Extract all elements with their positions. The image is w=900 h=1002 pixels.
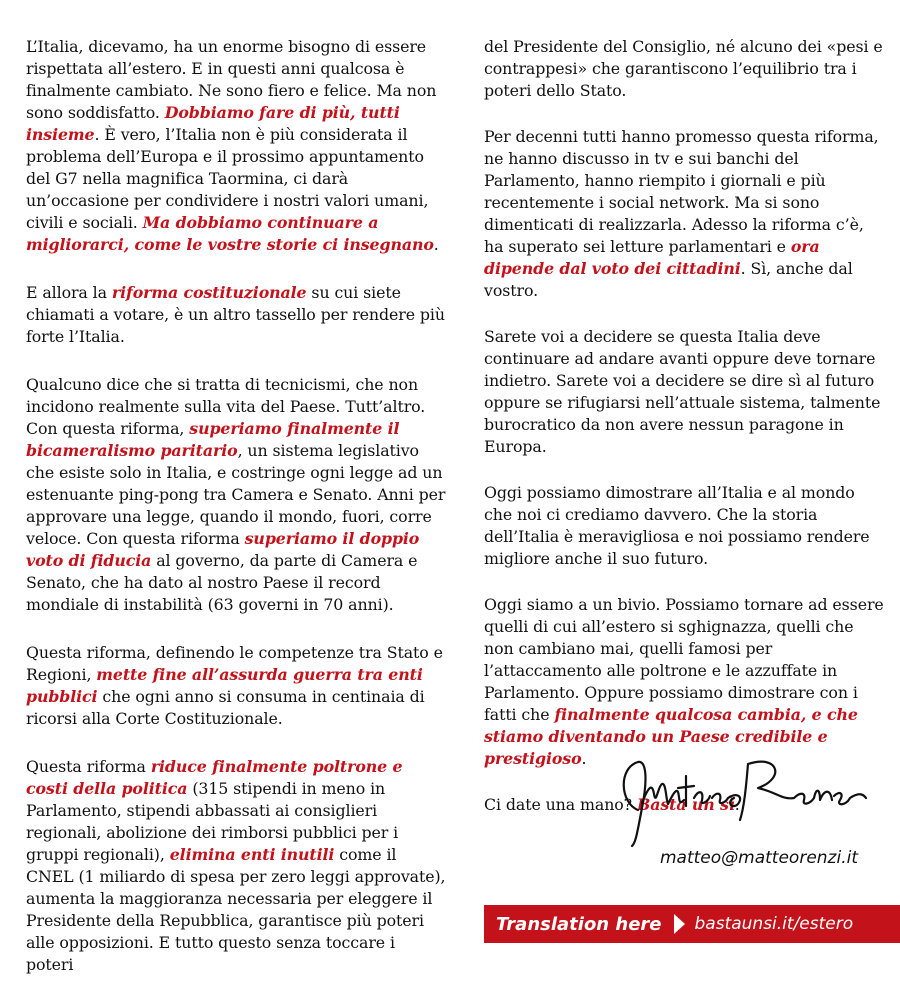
email-address[interactable]: matteo@matteorenzi.it — [660, 848, 858, 868]
highlighted-phrase: elimina enti inutili — [169, 845, 335, 864]
text-run: su cui siete chiamati a votare, è un altro tassello per rendere più forte l’Italia. — [26, 283, 445, 346]
translation-label: Translation here — [496, 913, 662, 935]
highlighted-phrase: finalmente qualcosa cambia, e che stiamo diventando un Paese credibile e prestigioso — [484, 705, 858, 768]
text-run: L’Italia, dicevamo, ha un enorme bisogno di essere rispettata all’estero. E in questi anni qualcosa è finalmente cambiato. Ne sono fiero e felice. Ma non sono soddisfatto. — [26, 37, 437, 122]
text-run: come il CNEL (1 miliardo di spesa per zero leggi approvate), aumenta la maggioranza necessaria per eleggere il Presidente della Repubblica, garantisce più poteri alle opposizioni. E tutto questo senza toccare i poteri — [26, 845, 446, 974]
highlighted-phrase: mette fine all’assurda guerra tra enti pubblici — [26, 665, 423, 706]
text-run: , un sistema legislativo che esiste solo in Italia, e costringe ogni legge ad un estenuante ping-pong tra Camera e Senato. Anni per approvare una legge, quando il mondo, fuori, corre veloce. Con questa riforma — [26, 441, 446, 548]
text-run: che ogni anno si consuma in centinaia di ricorsi alla Corte Costituzionale. — [26, 687, 425, 728]
text-run: del Presidente del Consiglio, né alcuno dei «pesi e contrappesi» che garantiscono l’equilibrio tra i poteri dello Stato. — [484, 37, 883, 100]
text-run: Questa riforma, definendo le competenze tra Stato e Regioni, — [26, 643, 443, 684]
paragraph — [484, 326, 884, 458]
highlighted-phrase: Basta un sì — [636, 795, 735, 814]
text-run: . — [433, 235, 439, 254]
right-column — [484, 36, 884, 840]
text-run: Sarete voi a decidere se questa Italia deve continuare ad andare avanti oppure deve tornare indietro. Sarete voi a decidere se dire sì al futuro oppure se rifugiarsi nell’attuale sistema, talmente burocratico da non avere nessun paragone in Europa. — [484, 327, 881, 456]
highlighted-phrase: superiamo finalmente il bicameralismo paritario — [26, 419, 400, 460]
paragraph — [484, 482, 884, 570]
text-run: Questa riforma — [26, 757, 151, 776]
translation-bar[interactable] — [484, 905, 900, 943]
paragraph — [484, 126, 884, 302]
left-column — [26, 36, 446, 1002]
text-run: . — [581, 749, 587, 768]
paragraph — [484, 594, 884, 770]
paragraph — [26, 36, 446, 256]
highlighted-phrase: Ma dobbiamo continuare a migliorarci, come le vostre storie ci insegnano — [26, 213, 434, 254]
text-run: Qualcuno dice che si tratta di tecnicismi, che non incidono realmente sulla vita del Paese. Tutt’altro. Con questa riforma, — [26, 375, 426, 438]
signature-icon — [608, 748, 888, 848]
text-run: Oggi siamo a un bivio. Possiamo tornare ad essere quelli di cui all’estero si sghignazza, quelli che non cambiano mai, quelli famosi per l’attaccamento alle poltrone e le azzuffate in Parlamento. Oppure possiamo dimostrare con i fatti che — [484, 595, 884, 724]
highlighted-phrase: superiamo il doppio voto di fiducia — [26, 529, 420, 570]
paragraph — [26, 756, 446, 976]
text-run: Oggi possiamo dimostrare all’Italia e al mondo che noi ci crediamo davvero. Che la storia dell’Italia è meravigliosa e noi possiamo rendere migliore anche il suo futuro. — [484, 483, 870, 568]
highlighted-phrase: Dobbiamo fare di più, tutti insieme — [26, 103, 400, 144]
highlighted-phrase: ora dipende dal voto dei cittadini — [484, 237, 820, 278]
translation-link[interactable]: bastaunsi.it/estero — [694, 914, 854, 934]
text-run: (315 stipendi in meno in Parlamento, stipendi abbassati ai consiglieri regionali, abolizione dei rimborsi pubblici per i gruppi regionali), — [26, 779, 399, 864]
text-run: Ci date una mano? — [484, 795, 637, 814]
text-run: . Sì, anche dal vostro. — [484, 259, 853, 300]
text-run: E allora la — [26, 283, 112, 302]
paragraph — [26, 374, 446, 616]
text-run: al governo, da parte di Camera e Senato, che ha dato al nostro Paese il record mondiale di instabilità (63 governi in 70 anni). — [26, 551, 418, 614]
text-run: Per decenni tutti hanno promesso questa riforma, ne hanno discusso in tv e sui banchi del Parlamento, hanno riempito i giornali e più recentemente i social network. Ma si sono dimenticati di realizzarla. Adesso la riforma c’è, ha superato sei letture parlamentari e — [484, 127, 879, 256]
text-run: . È vero, l’Italia non è più considerata il problema dell’Europa e il prossimo appuntamento del G7 nella magnifica Taormina, ci darà un’occasione per condividere i nostri valori umani, civili e sociali. — [26, 125, 429, 232]
paragraph — [26, 282, 446, 348]
highlighted-phrase: riduce finalmente poltrone e costi della politica — [26, 757, 403, 798]
text-run: . — [734, 795, 740, 814]
paragraph — [484, 36, 884, 102]
highlighted-phrase: riforma costituzionale — [111, 283, 307, 302]
paragraph — [26, 642, 446, 730]
arrow-right-icon — [674, 914, 685, 934]
